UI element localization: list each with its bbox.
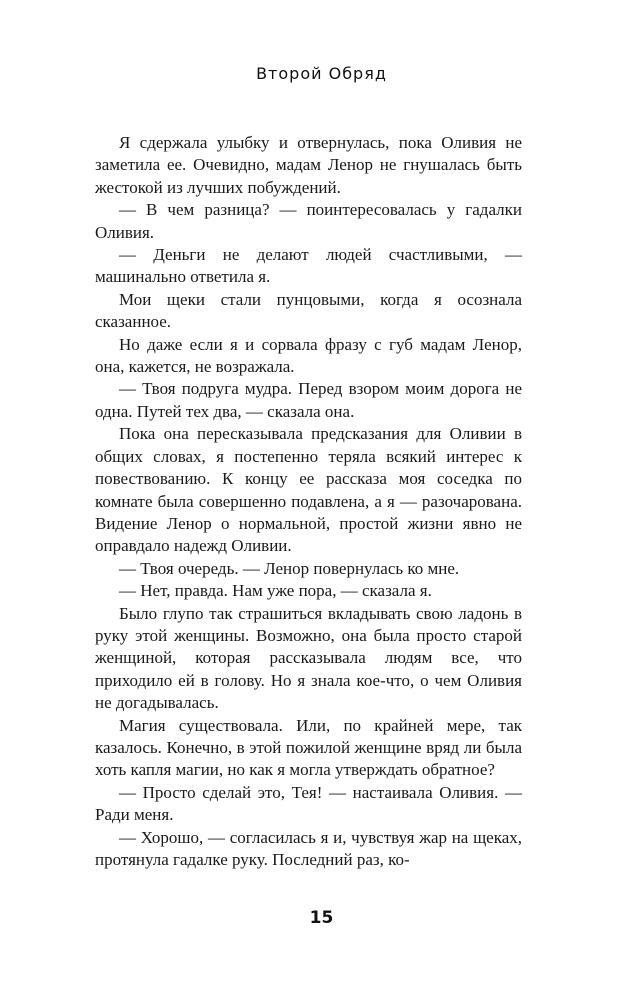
paragraph: — Твоя очередь. — Ленор повернулась ко мне. <box>119 558 460 578</box>
paragraph: — Просто сделай это, Тея! — настаивала Оливия. — Ради меня. <box>95 782 522 825</box>
paragraph: — Деньги не делают людей счастливыми, — машинально ответила я. <box>95 245 522 287</box>
paragraph: — Хорошо, — согласилась я и, чувствуя жар на щеках, протянула гадалке руку. Последний раз, ко- <box>95 827 522 869</box>
body-text <box>95 132 522 871</box>
running-header: Второй Обряд <box>256 64 387 83</box>
paragraph: Я сдержала улыбку и отвернулась, пока Оливия не заметила ее. Очевидно, мадам Ленор не гнушалась быть жестокой из лучших побуждений. <box>95 133 522 197</box>
paragraph: Было глупо так страшиться вкладывать свою ладонь в руку этой женщины. Возможно, она была просто старой женщиной, которая рассказывала людям все, что приходило ей в голову. Но я знала кое-что, о чем Оливия не догадывалась. <box>95 603 522 713</box>
paragraph: — Нет, правда. Нам уже пора, — сказала я. <box>119 581 432 601</box>
paragraph: Магия существовала. Или, по крайней мере, так казалось. Конечно, в этой пожилой женщине вряд ли была хоть капля магии, но как я могла утверждать обратное? <box>95 715 522 780</box>
paragraph: Но даже если я и сорвала фразу с губ мадам Ленор, она, кажется, не возражала. <box>95 334 522 377</box>
paragraph: Мои щеки стали пунцовыми, когда я осознала сказанное. <box>95 289 522 332</box>
page-number: 15 <box>309 908 334 928</box>
paragraph: — В чем разница? — поинтересовалась у гадалки Оливия. <box>95 200 522 242</box>
paragraph: Пока она пересказывала предсказания для Оливии в общих словах, я постепенно теряла всякий интерес к повествованию. К концу ее рассказа моя соседка по комнате была совершенно подавлена, а я — разочарована. Видение Ленор о нормальной, простой жизни явно не оправдало надежд Оливии. <box>95 424 522 556</box>
paragraph: — Твоя подруга мудра. Перед взором моим дорога не одна. Путей тех два, — сказала она. <box>95 379 522 421</box>
